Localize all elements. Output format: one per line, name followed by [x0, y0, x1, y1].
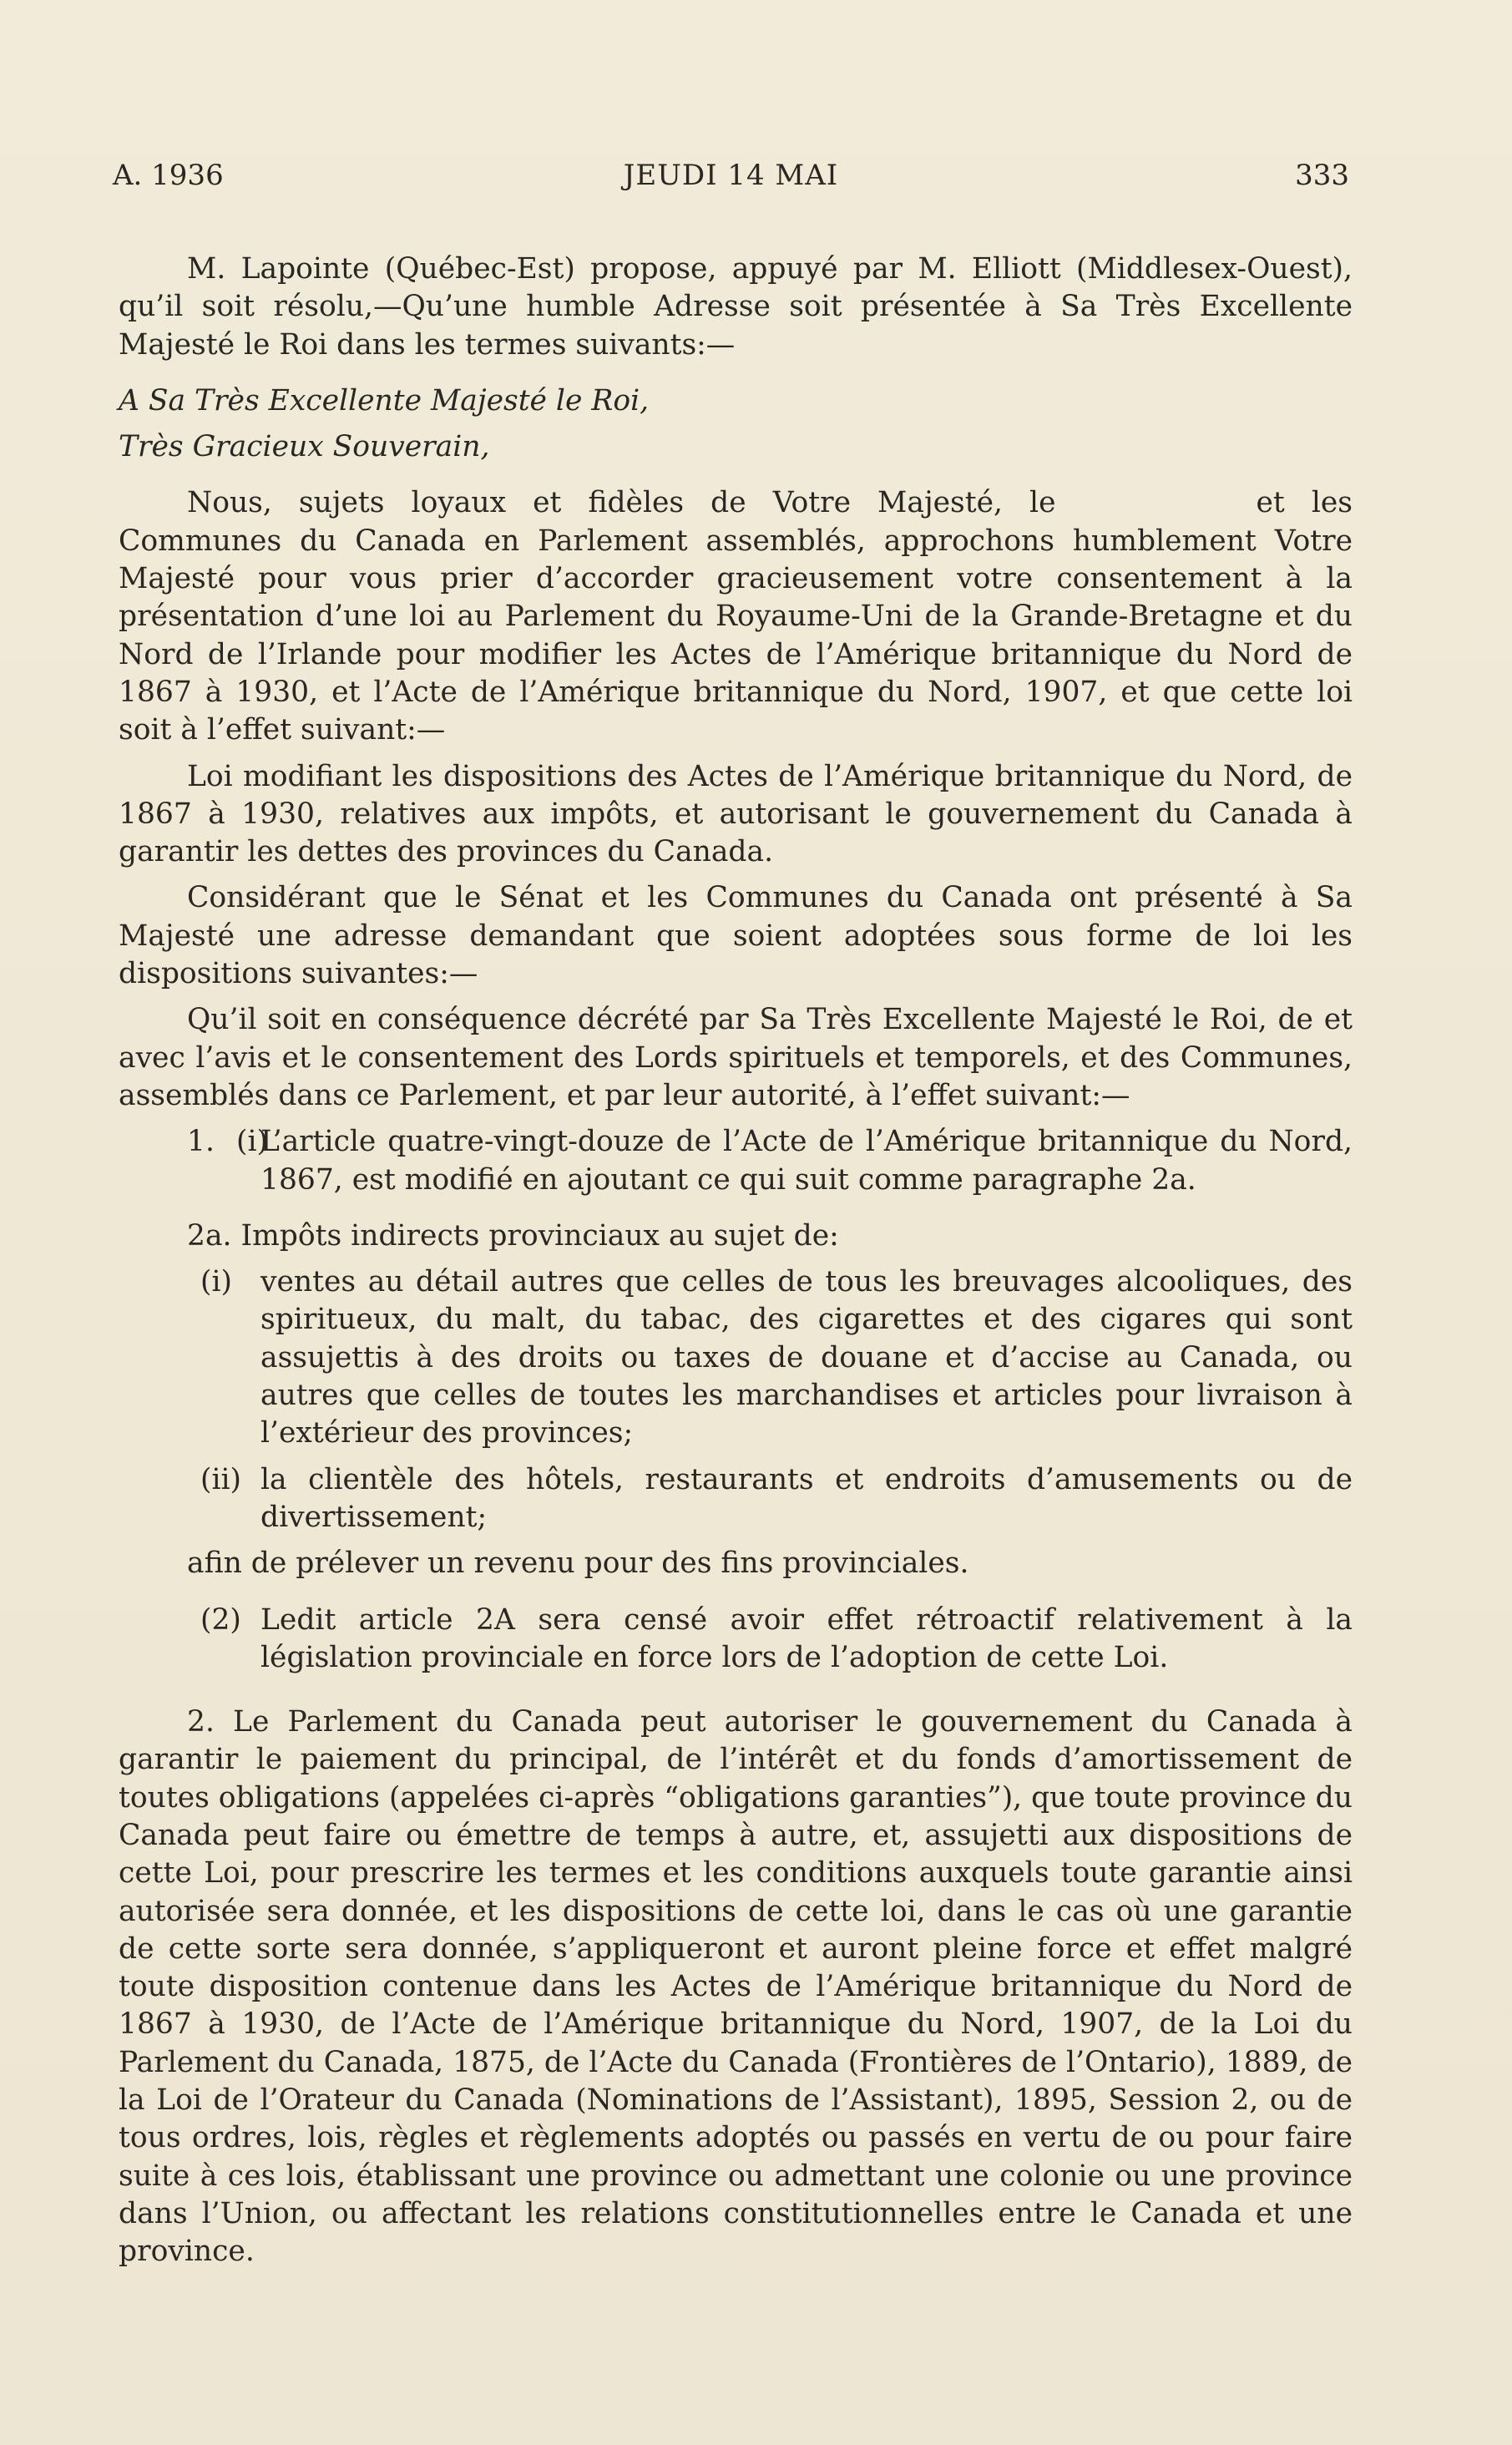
session-year: A. 1936 — [113, 159, 224, 192]
clause-text: la clientèle des hôtels, restaurants et endroits d’amusements ou de divertissement; — [260, 1462, 1353, 1534]
clause-text: L’article quatre-vingt-douze de l’Acte de l’Amérique britannique du Nord, 1867, est modifié en ajoutant ce qui suit comme paragraphe 2a. — [260, 1125, 1353, 1197]
clause-2a-i — [119, 1263, 1353, 1452]
guarantee-paragraph: 2. Le Parlement du Canada peut autoriser le gouvernement du Canada à garantir le paiement du principal, de l’intérêt et du fonds d’amortissement de toutes obligations (appelées ci-après “obligations garanties”), que toute province du Canada peut faire ou émettre de temps à autre, et, assujetti aux dispositions de cette Loi, pour prescrire les termes et les conditions auxquels toute garantie ainsi autorisée sera donnée, et les dispositions de cette loi, dans le cas où une garantie de cette sorte sera donnée, s’appliqueront et auront pleine force et effet malgré toute disposition contenue dans les Actes de l’Amérique britannique du Nord de 1867 à 1930, de l’Acte de l’Amérique britannique du Nord, 1907, de la Loi du Parlement du Canada, 1875, de l’Acte du Canada (Frontières de l’Ontario), 1889, de la Loi de l’Orateur du Canada (Nominations de l’Assistant), 1895, Session 2, ou de tous ordres, lois, règles et règlements adoptés ou passés en vertu de ou pour faire suite à ces lois, établissant une province ou admettant une colonie ou une province dans l’Union, ou affectant les relations constitutionnelles entre le Canada et une province. — [119, 1705, 1353, 2269]
address-text-part1: Nous, sujets loyaux et fidèles de Votre Majesté, le — [187, 486, 1056, 520]
clause-number: (2) — [200, 1602, 241, 1637]
address-text-part2: et les Communes du Canada en Parlement assemblés, approchons humblement Votre Majesté pour vous prier d’accorder gracieusement votre consentement à la présentation d’une loi au Parlement du Royaume-Uni de la Grande-Bretagne et du Nord de l’Irlande pour modifier les Actes de l’Amérique britannique du Nord de 1867 à 1930, et l’Acte de l’Amérique britannique du Nord, 1907, et que cette loi soit à l’effet suivant:— — [119, 486, 1353, 747]
clause-number: (ii) — [200, 1462, 241, 1496]
clause-sub-number: (i) — [236, 1125, 268, 1159]
clause-2 — [119, 1602, 1353, 1678]
clause-2a-ii — [119, 1461, 1353, 1537]
bill-title-paragraph: Loi modifiant les dispositions des Actes de l’Amérique britannique du Nord, de 1867 à 1930, relatives aux impôts, et autorisant le gouvernement du Canada à garantir les dettes des provinces du Canada. — [119, 759, 1353, 869]
clause-text: Ledit article 2A sera censé avoir effet rétroactif relativement à la législation provinciale en force lors de l’adoption de cette Loi. — [260, 1602, 1353, 1674]
address-paragraph — [119, 484, 1353, 749]
page-header — [113, 159, 1349, 200]
salutation-sovereign: Très Gracieux Souverain, — [119, 430, 490, 464]
preamble-paragraph: Considérant que le Sénat et les Communes du Canada ont présenté à Sa Majesté une adresse demandant que soient adoptées sous forme de loi les dispositions suivantes:— — [119, 881, 1353, 991]
clause-number: (i) — [200, 1265, 232, 1299]
section-2a-heading: 2a. Impôts indirects provinciaux au sujet de: — [187, 1218, 839, 1253]
page-number: 333 — [1295, 159, 1349, 192]
purpose-line: afin de prélever un revenu pour des fins provinciales. — [187, 1546, 969, 1581]
page-date-title: JEUDI 14 MAI — [623, 159, 839, 192]
clause-text: ventes au détail autres que celles de tous les breuvages alcooliques, des spiritueux, du malt, du tabac, des cigarettes et des cigares qui sont assujettis à des droits ou taxes de douane et d’accise au Canada, ou autres que celles de toutes les marchandises et articles pour livraison à l’extérieur des provinces; — [260, 1265, 1353, 1450]
page-body — [119, 251, 1353, 2271]
salutation-king: A Sa Très Excellente Majesté le Roi, — [119, 383, 650, 418]
motion-paragraph: M. Lapointe (Québec-Est) propose, appuyé par M. Elliott (Middlesex-Ouest), qu’il soit résolu,—Qu’une humble Adresse soit présentée à Sa Très Excellente Majesté le Roi dans les termes suivants:— — [119, 252, 1353, 362]
enacting-paragraph: Qu’il soit en conséquence décrété par Sa Très Excellente Majesté le Roi, de et avec l’avis et le consentement des Lords spirituels et temporels, et des Communes, assemblés dans ce Parlement, et par leur autorité, à l’effet suivant:— — [119, 1003, 1353, 1112]
clause-number: 1. — [187, 1125, 215, 1159]
clause-1-i — [119, 1123, 1353, 1199]
